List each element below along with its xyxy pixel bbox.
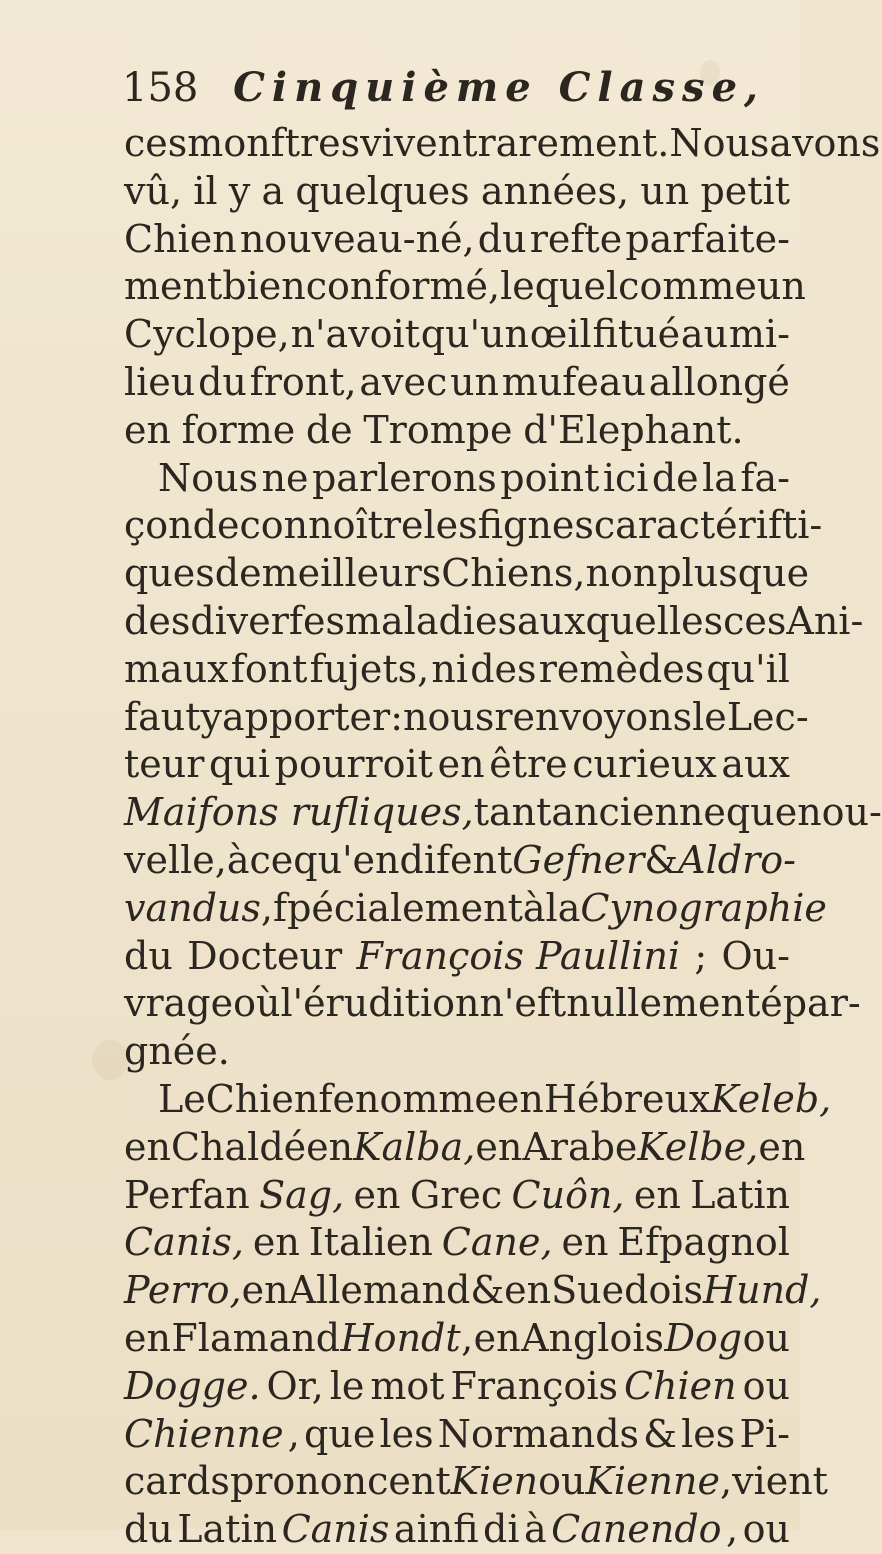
word: du: [477, 216, 527, 261]
running-title: Cinquième Classe,: [233, 64, 765, 111]
word: Nous: [669, 121, 770, 165]
word: en: [124, 407, 171, 452]
text-line: [124, 263, 806, 311]
word: Hondt: [340, 1315, 461, 1360]
word: de: [214, 551, 262, 596]
word: la: [545, 885, 581, 930]
word: Canis,: [124, 1220, 244, 1265]
word: qu'en: [293, 837, 400, 882]
word: mi-: [728, 312, 790, 357]
word: Aldro-: [678, 837, 796, 882]
word: meilleurs: [261, 551, 442, 596]
word: lieu: [124, 359, 196, 404]
word: Ou-: [721, 933, 790, 978]
word: Kienne: [585, 1459, 720, 1504]
word: ici: [602, 455, 649, 500]
text-line: [124, 1363, 790, 1411]
word: conformé,: [305, 264, 501, 309]
word: cards: [124, 1459, 230, 1504]
word: caractérifti-: [593, 503, 823, 548]
word: Dog: [664, 1315, 743, 1360]
word: François Paullini: [356, 933, 681, 978]
word: en: [252, 1220, 300, 1265]
word: Allemand: [288, 1268, 471, 1313]
word: petit: [700, 168, 790, 213]
word: Latin: [690, 1172, 790, 1217]
text-line: [124, 789, 882, 837]
word: non: [585, 551, 658, 596]
word: apporter: [221, 694, 391, 739]
word: ;: [694, 933, 708, 978]
text-line: [124, 1506, 790, 1554]
word: ,: [726, 1507, 739, 1552]
word: à: [226, 837, 250, 882]
text-line: [124, 1028, 790, 1076]
word: ,: [720, 1459, 733, 1504]
word: Cynographie: [580, 885, 827, 930]
text-line: [124, 359, 790, 407]
word: en: [496, 1076, 544, 1121]
word: un: [450, 359, 500, 404]
paper-stain: [92, 1040, 128, 1080]
text-line: [124, 216, 790, 264]
word: Efpagnol: [617, 1220, 790, 1265]
word: bien: [222, 264, 306, 309]
word: l'érudition: [280, 981, 480, 1026]
word: Chien: [623, 1363, 737, 1408]
word: comme: [618, 264, 757, 309]
word: n'eft: [479, 981, 567, 1026]
word: ces: [124, 121, 188, 165]
text-line: [124, 550, 810, 598]
word: un: [756, 264, 806, 309]
word: fujets,: [309, 646, 430, 691]
text-line: [124, 407, 790, 455]
word: faut: [124, 694, 201, 739]
word: Gefner: [512, 837, 645, 882]
word: Chiens,: [441, 551, 586, 596]
word: mufeau: [501, 359, 646, 404]
word: Normands: [437, 1411, 640, 1456]
word: en: [504, 1268, 552, 1313]
word: à: [522, 885, 546, 930]
word: années,: [480, 168, 630, 213]
word: Or,: [266, 1363, 324, 1408]
word: fpécialement: [273, 885, 523, 930]
word: &: [470, 1268, 505, 1313]
word: a: [261, 168, 285, 213]
word: remèdes: [538, 646, 705, 691]
text-line: [124, 311, 790, 359]
word: Docteur: [187, 933, 343, 978]
text-line: [124, 168, 790, 216]
word: avec: [359, 359, 448, 404]
word: &: [644, 837, 679, 882]
word: avons: [769, 121, 881, 165]
text-line: [124, 1172, 790, 1220]
word: en: [475, 1124, 523, 1169]
word: ou: [742, 1363, 790, 1408]
word: il: [193, 168, 218, 213]
word: Perfan: [124, 1172, 250, 1217]
word: le: [329, 1363, 365, 1408]
word: pourroit: [274, 742, 433, 787]
text-line: [124, 1124, 806, 1172]
text-line: [124, 933, 790, 981]
word: Kalba,: [353, 1124, 476, 1169]
word: rarement.: [477, 121, 670, 165]
word: Sag,: [259, 1172, 345, 1217]
word: de: [305, 407, 353, 452]
word: çon: [124, 503, 193, 548]
word: Ani-: [786, 598, 864, 643]
word: Cuôn,: [511, 1172, 625, 1217]
word: que: [304, 1411, 376, 1456]
word: de: [192, 503, 240, 548]
word: Le: [158, 1076, 206, 1121]
word: Perro,: [124, 1268, 242, 1313]
word: ,: [461, 1315, 474, 1360]
word: en: [758, 1124, 806, 1169]
word: ainfi: [393, 1507, 479, 1552]
word: nouveau-né,: [239, 216, 475, 261]
word: au: [680, 312, 729, 357]
text-line: [124, 694, 809, 742]
word: nullement: [566, 981, 761, 1026]
word: Cane,: [441, 1220, 553, 1265]
word: forme: [181, 407, 296, 452]
word: les: [423, 503, 478, 548]
word: qu'il: [706, 646, 790, 691]
word: Kien: [450, 1459, 539, 1504]
word: parlerons: [311, 455, 497, 500]
word: en: [124, 1124, 171, 1169]
word: François: [450, 1363, 618, 1408]
text-line: [124, 1219, 790, 1267]
word: Canendo: [551, 1507, 722, 1552]
word: vient: [732, 1459, 828, 1504]
word: tant: [473, 790, 552, 835]
word: en: [353, 1172, 401, 1217]
word: ou: [742, 1507, 790, 1552]
word: en: [561, 1220, 609, 1265]
word: ,: [260, 885, 273, 930]
word: que: [737, 551, 810, 596]
word: Hund,: [703, 1268, 822, 1313]
body-text: [124, 120, 882, 1554]
text-line: [124, 1267, 822, 1315]
word: ne: [261, 455, 309, 500]
word: œil: [529, 312, 592, 357]
word: vivent: [360, 121, 478, 165]
text-line: [124, 837, 796, 885]
word: fignes: [477, 503, 594, 548]
word: di: [483, 1507, 520, 1552]
word: ce: [249, 837, 294, 882]
page-number: 158: [122, 65, 199, 111]
word: renvoyons: [494, 694, 693, 739]
word: Chien: [124, 216, 237, 261]
word: d'Elephant.: [523, 407, 744, 452]
word: point: [500, 455, 600, 500]
word: Hébreux: [543, 1076, 711, 1121]
word: ancienne: [551, 790, 726, 835]
word: Suedois: [551, 1268, 703, 1313]
word: fa-: [740, 455, 790, 500]
word: mot: [370, 1363, 445, 1408]
word: en: [437, 742, 485, 787]
word: les: [379, 1411, 434, 1456]
text-line: [124, 455, 790, 503]
text-line: [124, 741, 790, 789]
word: curieux: [572, 742, 717, 787]
text-line: [124, 502, 823, 550]
word: Anglois: [521, 1315, 664, 1360]
word: des: [470, 646, 537, 691]
word: &: [643, 1411, 677, 1456]
word: les: [681, 1411, 736, 1456]
word: Grec: [409, 1172, 503, 1217]
word: vrage: [124, 981, 234, 1026]
page-header: [122, 64, 765, 111]
word: Keleb,: [710, 1076, 832, 1121]
word: qu'un: [420, 312, 529, 357]
word: allongé: [648, 359, 790, 404]
word: monftres: [187, 121, 361, 165]
text-line: [124, 1458, 828, 1506]
word: front,: [249, 359, 357, 404]
word: maladies: [344, 598, 517, 643]
word: à: [524, 1507, 547, 1552]
word: diverfes: [190, 598, 345, 643]
word: Italien: [308, 1220, 433, 1265]
word: maux: [124, 646, 229, 691]
word: nou-: [797, 790, 882, 835]
word: Kelbe,: [637, 1124, 759, 1169]
word: y: [228, 168, 251, 213]
word: teur: [124, 742, 205, 787]
word: être: [489, 742, 568, 787]
word: en: [633, 1172, 681, 1217]
word: le: [692, 694, 727, 739]
word: qui: [209, 742, 270, 787]
word: en: [124, 1315, 171, 1360]
word: Chien: [205, 1076, 319, 1121]
word: du: [124, 1507, 173, 1552]
text-line: [124, 1076, 832, 1124]
word: Chienne: [124, 1411, 284, 1456]
word: Trompe: [363, 407, 513, 452]
word: la: [702, 455, 737, 500]
word: Cyclope,: [124, 312, 290, 357]
word: du: [124, 933, 173, 978]
word: en: [241, 1268, 289, 1313]
word: n'avoit: [290, 312, 420, 357]
word: ces: [723, 598, 787, 643]
text-line: [124, 646, 790, 694]
word: Canis: [281, 1507, 390, 1552]
word: font: [230, 646, 308, 691]
word: parfaite-: [625, 216, 790, 261]
word: fe: [318, 1076, 355, 1121]
word: du: [198, 359, 247, 404]
word: difent: [399, 837, 513, 882]
word: connoître: [239, 503, 424, 548]
word: Lec-: [726, 694, 809, 739]
word: refte: [529, 216, 623, 261]
word: Flamand: [171, 1315, 341, 1360]
word: auxquelles: [516, 598, 724, 643]
word: gnée.: [124, 1029, 230, 1074]
word: fitué: [592, 312, 681, 357]
word: vandus: [124, 885, 261, 930]
word: quelques: [295, 168, 470, 213]
word: de: [651, 455, 699, 500]
word: aux: [721, 742, 790, 787]
word: :: [390, 694, 404, 739]
word: ni: [431, 646, 469, 691]
text-line: [124, 980, 861, 1028]
word: y: [200, 694, 222, 739]
text-line: [124, 1411, 790, 1459]
word: ,: [287, 1411, 300, 1456]
text-line: [124, 885, 827, 933]
word: prononcent: [229, 1459, 451, 1504]
word: que: [725, 790, 798, 835]
text-line: [124, 598, 864, 646]
word: lequel: [500, 264, 619, 309]
word: velle,: [124, 837, 227, 882]
word: ment: [124, 264, 223, 309]
word: épar-: [760, 981, 861, 1026]
word: nomme: [354, 1076, 497, 1121]
word: Nous: [158, 455, 259, 500]
word: Dogge.: [124, 1363, 261, 1408]
word: ou: [538, 1459, 586, 1504]
word: un: [640, 168, 690, 213]
text-line: [124, 1315, 790, 1363]
text-line: [124, 120, 881, 168]
word: Maifons rufliques,: [124, 790, 474, 835]
word: Arabe: [522, 1124, 638, 1169]
word: ou: [742, 1315, 790, 1360]
word: Pi-: [739, 1411, 790, 1456]
word: en: [473, 1315, 521, 1360]
word: plus: [657, 551, 738, 596]
word: Latin: [177, 1507, 278, 1552]
word: vû,: [124, 168, 183, 213]
word: Chaldéen: [170, 1124, 354, 1169]
word: où: [233, 981, 281, 1026]
word: nous: [403, 694, 495, 739]
word: ques: [124, 551, 215, 596]
word: des: [124, 598, 191, 643]
